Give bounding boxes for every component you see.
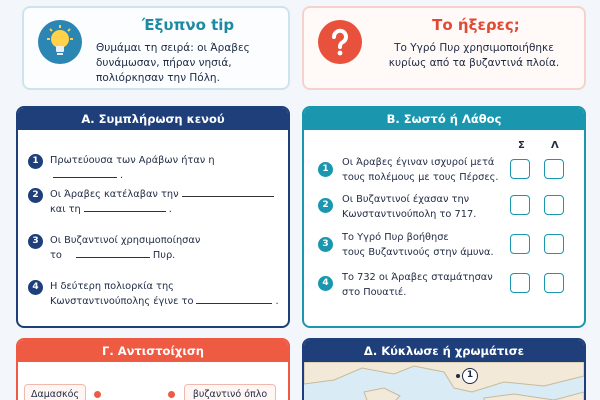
fill-in-blank-section [16,106,290,328]
true-checkbox[interactable] [510,234,530,254]
fill-item-2: Οι Άραβες κατέλαβαν την και τη . [50,187,280,217]
section-a-title: Α. Συμπλήρωση κενού [18,108,288,130]
blank-field[interactable] [53,169,117,178]
match-left-item[interactable]: Δαμασκός [24,384,86,400]
smart-tip-text: Θυμάμαι τη σειρά: οι Άραβες δυνάμωσαν, πήραν νησιά, πολιόρκησαν την Πόλη. [96,42,250,84]
false-column-header: Λ [551,140,559,151]
section-d-title: Δ. Κύκλωσε ή χρωμάτισε [304,340,584,362]
blank-field[interactable] [182,188,274,197]
question-mark-icon [318,20,362,64]
item-number: 3 [28,234,43,249]
lightbulb-icon [38,20,82,64]
true-checkbox[interactable] [510,159,530,179]
did-you-know-title: Το ήξερες; [432,16,520,34]
item-number: 2 [28,188,43,203]
item-number: 2 [318,198,333,213]
item-number: 1 [318,162,333,177]
tf-item-2: Οι Βυζαντινοί έχασαν την Κωνσταντινούπολη το 717. [342,194,477,220]
item-number: 1 [28,154,43,169]
blank-field[interactable] [84,203,166,212]
true-checkbox[interactable] [510,273,530,293]
section-b-title: Β. Σωστό ή Λάθος [304,108,584,130]
section-c-title: Γ. Αντιστοίχιση [18,340,288,362]
smart-tip-title: Έξυπνο tip [141,16,235,34]
fill-item-3: Οι Βυζαντινοί χρησιμοποίησαν το Πυρ. [50,235,201,261]
true-column-header: Σ [518,140,525,151]
match-dot-left[interactable] [94,391,101,398]
match-dot-right[interactable] [168,391,175,398]
false-checkbox[interactable] [544,159,564,179]
fill-item-1: Πρωτεύουσα των Αράβων ήταν η. [50,155,215,181]
false-checkbox[interactable] [544,234,564,254]
map-area[interactable] [304,362,584,400]
item-number: 4 [28,280,43,295]
false-checkbox[interactable] [544,273,564,293]
blank-field[interactable] [196,295,272,304]
fill-item-4: Η δεύτερη πολιορκία της Κωνσταντινούπολης έγινε το . [50,281,279,307]
true-checkbox[interactable] [510,195,530,215]
smart-tip-card [22,6,290,90]
tf-item-4: Το 732 οι Άραβες σταμάτησαν στο Πουατιέ. [342,272,493,298]
true-false-section [302,106,586,328]
item-number: 4 [318,276,333,291]
map-section [302,338,586,400]
item-number: 3 [318,237,333,252]
map-marker[interactable]: 1 [462,368,478,384]
tf-item-1: Οι Άραβες έγιναν ισχυροί μετά τους πολέμους με τους Πέρσες. [342,157,499,183]
map-land [304,362,584,400]
false-checkbox[interactable] [544,195,564,215]
did-you-know-card [302,6,586,90]
tf-item-3: Το Υγρό Πυρ βοήθησε τους Βυζαντινούς στην άμυνα. [342,232,494,258]
matching-section [16,338,290,400]
blank-field[interactable] [76,249,150,258]
did-you-know-text: Το Υγρό Πυρ χρησιμοποιήθηκε κυρίως από τα βυζαντινά πλοία. [388,42,560,69]
match-right-item[interactable]: βυζαντινό όπλο [184,384,276,400]
